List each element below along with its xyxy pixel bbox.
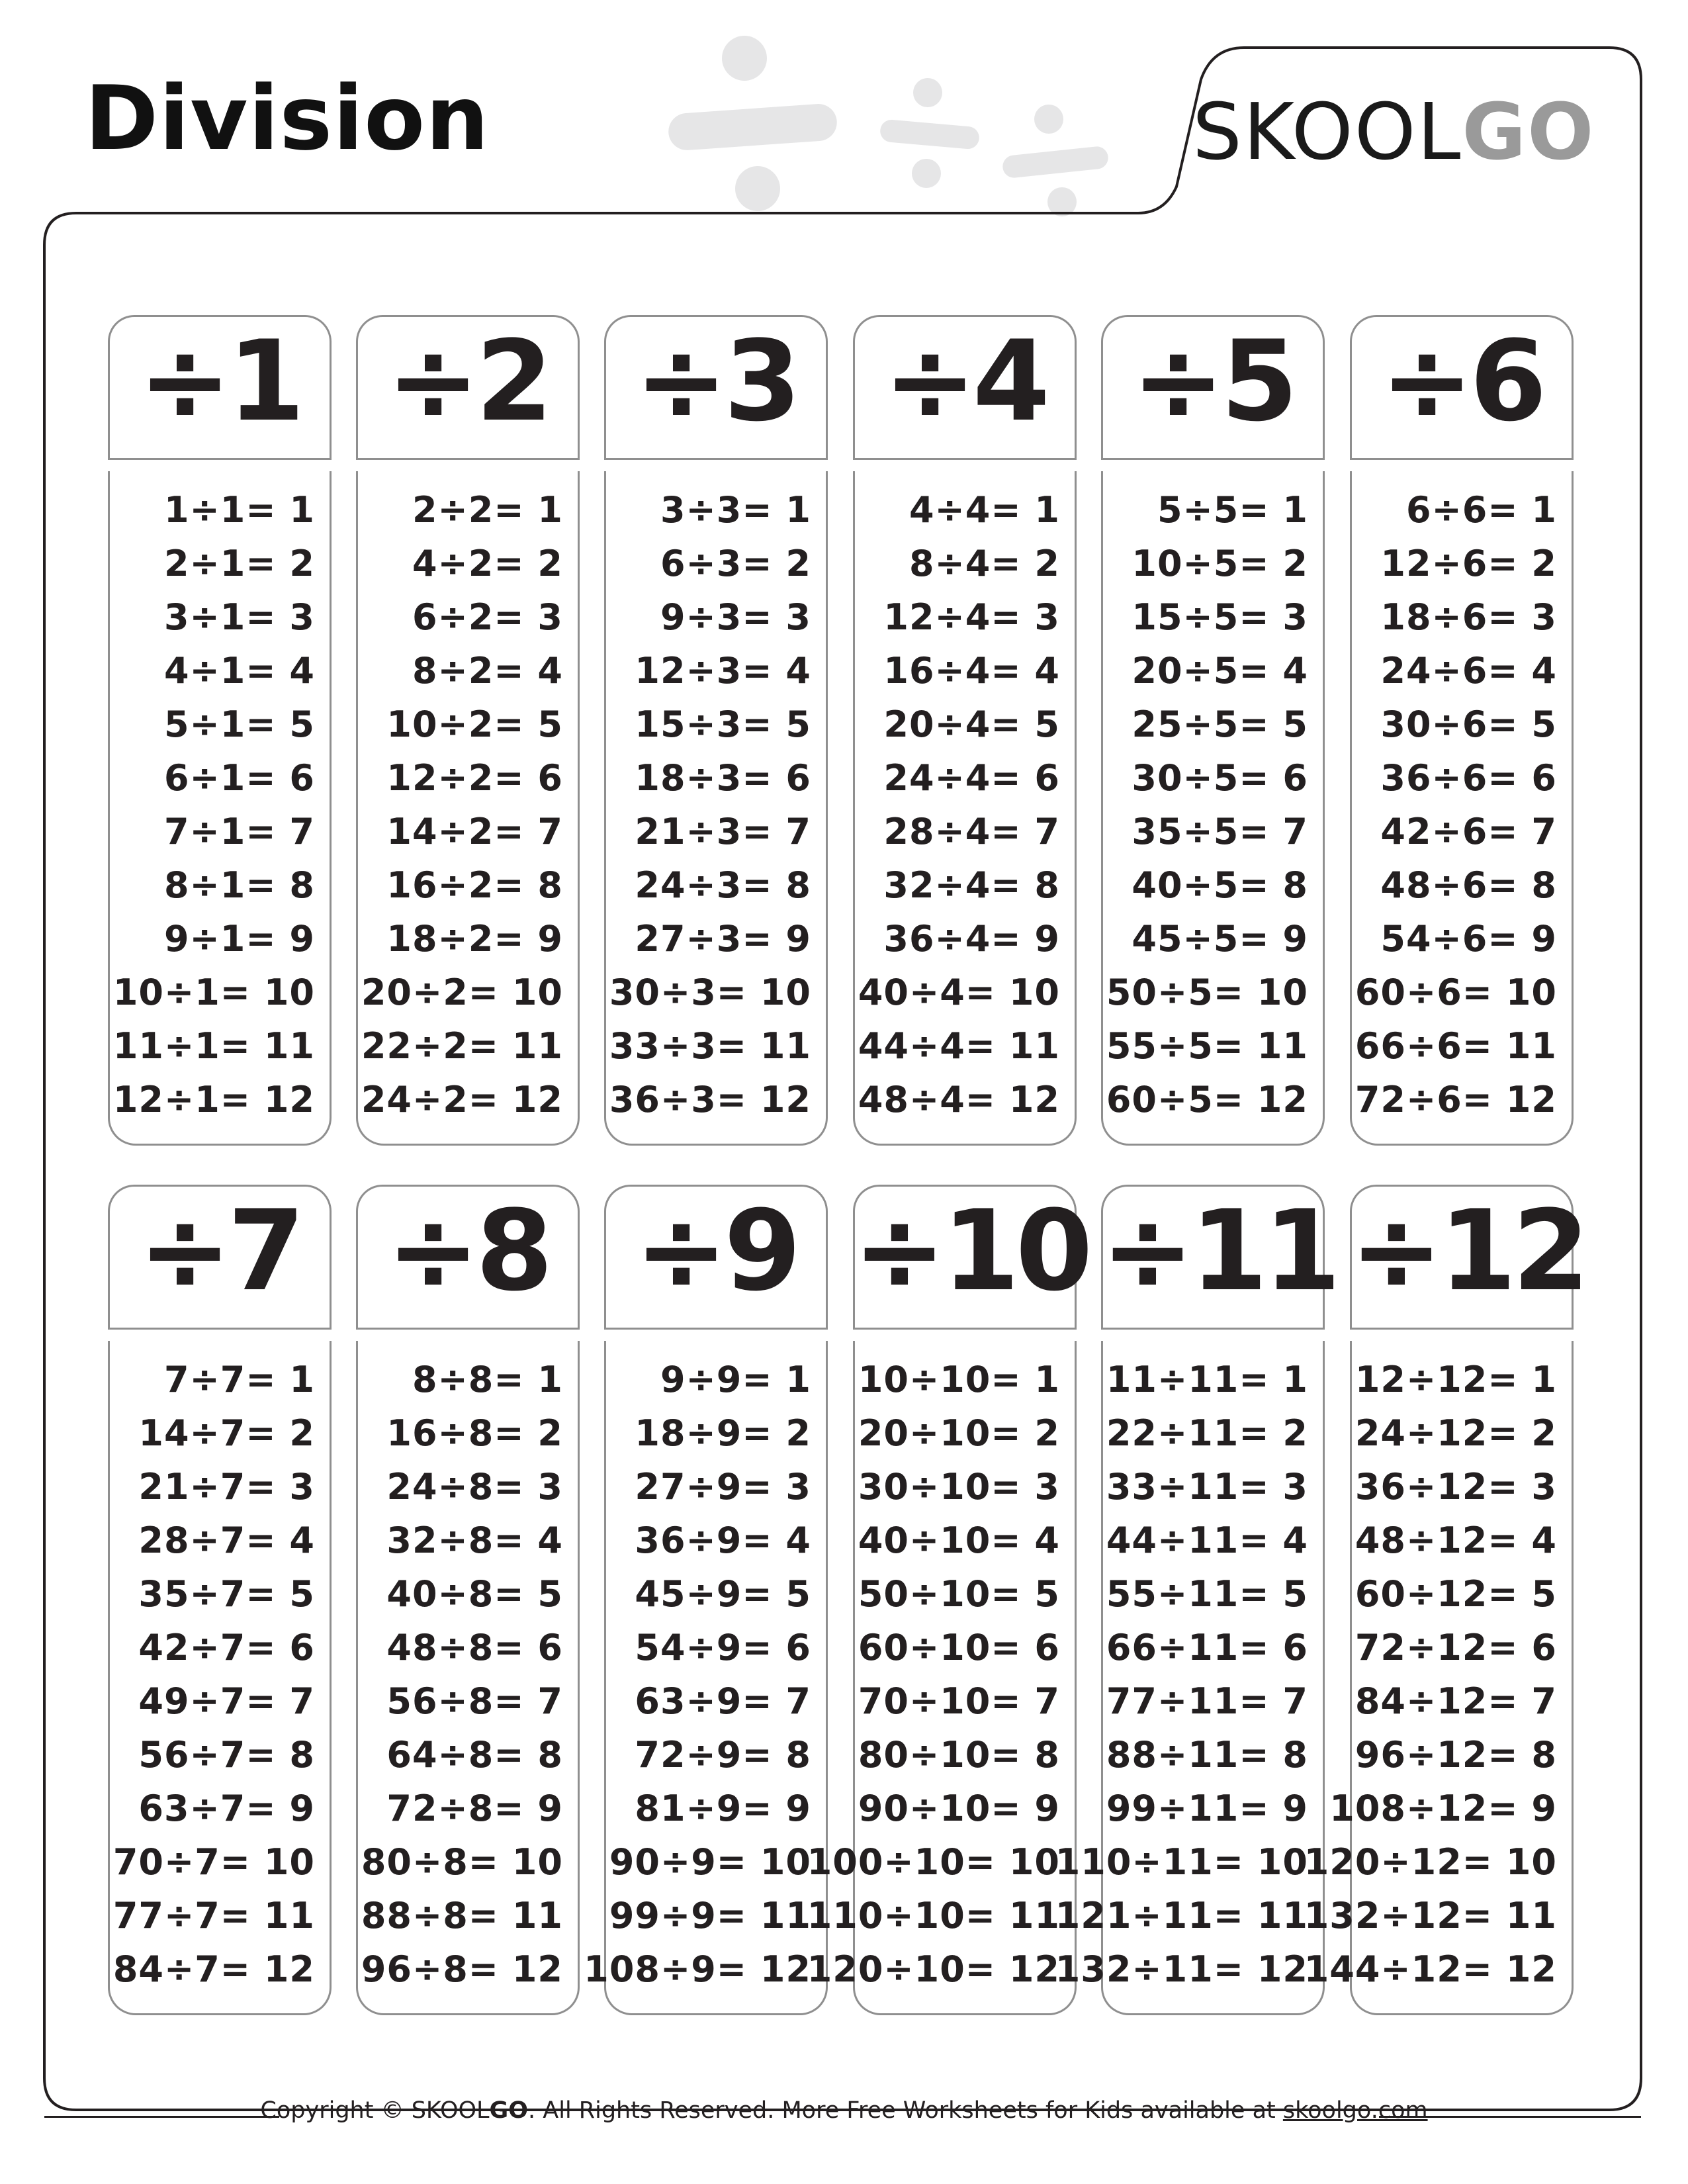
division-fact: 5÷1= 5 (163, 704, 315, 745)
footer-brand-go: GO (489, 2097, 529, 2124)
fact-list (807, 1353, 1060, 1996)
division-fact: 4÷1= 4 (163, 650, 315, 692)
card-header-divider (1350, 458, 1574, 460)
division-fact: 27÷3= 9 (635, 918, 811, 960)
card-divisor-label: ÷8 (386, 1186, 549, 1316)
division-fact: 10÷5= 2 (1132, 543, 1308, 584)
fact-list (584, 1353, 811, 1996)
division-fact: 24÷8= 3 (386, 1466, 563, 1508)
division-fact: 96÷8= 12 (361, 1948, 563, 1990)
division-fact: 9÷3= 3 (660, 596, 811, 638)
division-fact: 42÷6= 7 (1380, 811, 1557, 852)
card-divisor-label: ÷2 (386, 316, 549, 446)
division-fact: 24÷12= 2 (1355, 1412, 1557, 1454)
card-divisor-label: ÷9 (635, 1186, 797, 1316)
division-fact: 44÷4= 11 (858, 1025, 1060, 1067)
division-fact: 108÷12= 9 (1329, 1788, 1557, 1829)
division-fact: 70÷10= 7 (858, 1680, 1060, 1722)
division-fact: 33÷11= 3 (1106, 1466, 1308, 1508)
division-fact: 81÷9= 9 (635, 1788, 811, 1829)
division-fact: 108÷9= 12 (584, 1948, 811, 1990)
card-body (1055, 1341, 1325, 2015)
division-fact: 10÷1= 10 (112, 972, 315, 1013)
division-fact: 3÷3= 1 (660, 489, 811, 531)
division-fact: 100÷10= 10 (807, 1841, 1060, 1883)
division-fact: 80÷8= 10 (361, 1841, 563, 1883)
division-fact: 77÷7= 11 (112, 1895, 315, 1936)
footer-copyright (0, 2099, 1688, 2122)
card-body (604, 471, 828, 1146)
card-divisor-label: ÷12 (1350, 1186, 1586, 1316)
division-fact: 12÷2= 6 (386, 757, 563, 799)
division-fact: 40÷8= 5 (386, 1573, 563, 1615)
card-body (108, 1341, 332, 2015)
card-header-divider (1101, 458, 1325, 460)
division-fact: 72÷9= 8 (635, 1734, 811, 1776)
division-fact: 6÷3= 2 (660, 543, 811, 584)
division-fact: 35÷7= 5 (138, 1573, 315, 1615)
division-fact: 64÷8= 8 (386, 1734, 563, 1776)
card-body (807, 1341, 1077, 2015)
card-divisor-label: ÷1 (138, 316, 301, 446)
card-divisor-label: ÷6 (1380, 316, 1543, 446)
division-fact: 30÷3= 10 (609, 972, 811, 1013)
card-body (1304, 1341, 1574, 2015)
fact-list (113, 1353, 315, 1996)
division-fact: 88÷11= 8 (1106, 1734, 1308, 1776)
division-fact: 55÷11= 5 (1106, 1573, 1308, 1615)
division-fact: 33÷3= 11 (609, 1025, 811, 1067)
card-header-divider (356, 1328, 580, 1330)
division-fact: 121÷11= 11 (1055, 1895, 1308, 1936)
division-fact: 42÷7= 6 (138, 1627, 315, 1668)
division-fact: 6÷1= 6 (163, 757, 315, 799)
division-fact: 16÷4= 4 (883, 650, 1060, 692)
division-fact: 18÷9= 2 (635, 1412, 811, 1454)
card-header-divider (604, 1328, 828, 1330)
division-fact: 60÷12= 5 (1355, 1573, 1557, 1615)
fact-list (858, 483, 1060, 1126)
division-fact: 72÷8= 9 (386, 1788, 563, 1829)
division-fact: 49÷7= 7 (138, 1680, 315, 1722)
fact-list (361, 483, 563, 1126)
division-fact: 84÷7= 12 (112, 1948, 315, 1990)
division-fact: 72÷12= 6 (1355, 1627, 1557, 1668)
division-fact: 40÷5= 8 (1132, 864, 1308, 906)
division-fact: 32÷4= 8 (883, 864, 1060, 906)
division-fact: 30÷10= 3 (858, 1466, 1060, 1508)
division-fact: 30÷6= 5 (1380, 704, 1557, 745)
division-fact: 12÷1= 12 (112, 1079, 315, 1120)
division-fact: 12÷4= 3 (883, 596, 1060, 638)
division-fact: 6÷6= 1 (1405, 489, 1557, 531)
division-fact: 8÷2= 4 (412, 650, 563, 692)
logo-go-text: GO (1462, 86, 1595, 177)
division-fact: 28÷7= 4 (138, 1520, 315, 1561)
division-fact: 8÷1= 8 (163, 864, 315, 906)
fact-list (1304, 1353, 1557, 1996)
division-fact: 36÷4= 9 (883, 918, 1060, 960)
division-fact: 20÷4= 5 (883, 704, 1060, 745)
logo-skool-text: SKOOL (1192, 86, 1462, 177)
division-fact: 11÷1= 11 (112, 1025, 315, 1067)
division-fact: 35÷5= 7 (1132, 811, 1308, 852)
division-fact: 54÷6= 9 (1380, 918, 1557, 960)
division-fact: 48÷4= 12 (858, 1079, 1060, 1120)
division-fact: 60÷6= 10 (1355, 972, 1557, 1013)
division-fact: 32÷8= 4 (386, 1520, 563, 1561)
division-fact: 3÷1= 3 (163, 596, 315, 638)
card-header-divider (853, 458, 1077, 460)
division-fact: 56÷7= 8 (138, 1734, 315, 1776)
division-fact: 55÷5= 11 (1106, 1025, 1308, 1067)
card-divisor-label: ÷10 (853, 1186, 1089, 1316)
division-fact: 25÷5= 5 (1132, 704, 1308, 745)
division-fact: 11÷11= 1 (1106, 1359, 1308, 1400)
division-fact: 2÷1= 2 (163, 543, 315, 584)
division-fact: 77÷11= 7 (1106, 1680, 1308, 1722)
division-fact: 24÷2= 12 (361, 1079, 563, 1120)
fact-list (361, 1353, 563, 1996)
division-fact: 50÷10= 5 (858, 1573, 1060, 1615)
division-fact: 14÷2= 7 (386, 811, 563, 852)
division-fact: 7÷7= 1 (163, 1359, 315, 1400)
division-fact: 90÷10= 9 (858, 1788, 1060, 1829)
division-fact: 40÷10= 4 (858, 1520, 1060, 1561)
division-fact: 8÷4= 2 (909, 543, 1060, 584)
division-fact: 10÷2= 5 (386, 704, 563, 745)
skoolgo-logo (1192, 86, 1595, 177)
division-fact: 132÷11= 12 (1055, 1948, 1308, 1990)
card-header-divider (356, 458, 580, 460)
card-body (356, 1341, 580, 2015)
card-divisor-label: ÷4 (883, 316, 1046, 446)
division-fact: 4÷2= 2 (412, 543, 563, 584)
fact-list (609, 483, 811, 1126)
card-header-divider (1101, 1328, 1325, 1330)
division-fact: 63÷7= 9 (138, 1788, 315, 1829)
card-divisor-label: ÷3 (635, 316, 797, 446)
division-fact: 20÷5= 4 (1132, 650, 1308, 692)
division-fact: 66÷11= 6 (1106, 1627, 1308, 1668)
division-fact: 70÷7= 10 (112, 1841, 315, 1883)
division-fact: 84÷12= 7 (1355, 1680, 1557, 1722)
card-header-divider (108, 1328, 332, 1330)
division-fact: 12÷6= 2 (1380, 543, 1557, 584)
division-fact: 45÷9= 5 (635, 1573, 811, 1615)
division-fact: 36÷3= 12 (609, 1079, 811, 1120)
division-fact: 120÷12= 10 (1304, 1841, 1557, 1883)
division-fact: 40÷4= 10 (858, 972, 1060, 1013)
division-fact: 5÷5= 1 (1157, 489, 1308, 531)
division-fact: 18÷2= 9 (386, 918, 563, 960)
division-fact: 48÷8= 6 (386, 1627, 563, 1668)
card-header-divider (1350, 1328, 1574, 1330)
division-fact: 63÷9= 7 (635, 1680, 811, 1722)
division-fact: 48÷6= 8 (1380, 864, 1557, 906)
division-fact: 18÷6= 3 (1380, 596, 1557, 638)
division-fact: 66÷6= 11 (1355, 1025, 1557, 1067)
division-fact: 24÷4= 6 (883, 757, 1060, 799)
division-fact: 16÷8= 2 (386, 1412, 563, 1454)
division-fact: 144÷12= 12 (1304, 1948, 1557, 1990)
division-fact: 110÷11= 10 (1055, 1841, 1308, 1883)
division-fact: 60÷10= 6 (858, 1627, 1060, 1668)
fact-list (113, 483, 315, 1126)
division-fact: 132÷12= 11 (1304, 1895, 1557, 1936)
card-body (356, 471, 580, 1146)
division-fact: 2÷2= 1 (412, 489, 563, 531)
division-fact: 15÷3= 5 (635, 704, 811, 745)
division-fact: 110÷10= 11 (807, 1895, 1060, 1936)
division-fact: 20÷2= 10 (361, 972, 563, 1013)
fact-list (1055, 1353, 1308, 1996)
fact-list (1355, 483, 1557, 1126)
footer-link[interactable]: skoolgo.com (1282, 2097, 1428, 2124)
division-fact: 90÷9= 10 (609, 1841, 811, 1883)
division-fact: 24÷6= 4 (1380, 650, 1557, 692)
footer-middle: . All Rights Reserved. More Free Worksheets for Kids available at (528, 2097, 1283, 2124)
division-fact: 21÷3= 7 (635, 811, 811, 852)
division-fact: 8÷8= 1 (412, 1359, 563, 1400)
division-fact: 96÷12= 8 (1355, 1734, 1557, 1776)
division-fact: 14÷7= 2 (138, 1412, 315, 1454)
card-divisor-label: ÷5 (1132, 316, 1294, 446)
division-fact: 45÷5= 9 (1132, 918, 1308, 960)
division-fact: 36÷6= 6 (1380, 757, 1557, 799)
card-body (853, 471, 1077, 1146)
division-fact: 20÷10= 2 (858, 1412, 1060, 1454)
card-divisor-label: ÷7 (138, 1186, 301, 1316)
division-fact: 48÷12= 4 (1355, 1520, 1557, 1561)
division-fact: 44÷11= 4 (1106, 1520, 1308, 1561)
division-fact: 22÷2= 11 (361, 1025, 563, 1067)
division-fact: 60÷5= 12 (1106, 1079, 1308, 1120)
division-fact: 1÷1= 1 (163, 489, 315, 531)
card-body (1350, 471, 1574, 1146)
division-fact: 72÷6= 12 (1355, 1079, 1557, 1120)
card-header-divider (604, 458, 828, 460)
division-fact: 16÷2= 8 (386, 864, 563, 906)
division-fact: 36÷9= 4 (635, 1520, 811, 1561)
card-divisor-label: ÷11 (1101, 1186, 1337, 1316)
footer-prefix: Copyright © SKOOL (260, 2097, 490, 2124)
division-fact: 88÷8= 11 (361, 1895, 563, 1936)
fact-list (1106, 483, 1308, 1126)
division-fact: 120÷10= 12 (807, 1948, 1060, 1990)
division-fact: 7÷1= 7 (163, 811, 315, 852)
division-fact: 18÷3= 6 (635, 757, 811, 799)
division-fact: 21÷7= 3 (138, 1466, 315, 1508)
card-body (108, 471, 332, 1146)
division-fact: 24÷3= 8 (635, 864, 811, 906)
division-fact: 30÷5= 6 (1132, 757, 1308, 799)
division-fact: 4÷4= 1 (909, 489, 1060, 531)
division-fact: 12÷3= 4 (635, 650, 811, 692)
division-fact: 27÷9= 3 (635, 1466, 811, 1508)
division-fact: 56÷8= 7 (386, 1680, 563, 1722)
card-header-divider (853, 1328, 1077, 1330)
page-title: Division (85, 67, 490, 170)
division-fact: 99÷11= 9 (1106, 1788, 1308, 1829)
division-fact: 12÷12= 1 (1355, 1359, 1557, 1400)
division-fact: 9÷9= 1 (660, 1359, 811, 1400)
division-fact: 99÷9= 11 (609, 1895, 811, 1936)
card-header-divider (108, 458, 332, 460)
division-fact: 15÷5= 3 (1132, 596, 1308, 638)
card-body (1101, 471, 1325, 1146)
division-fact: 28÷4= 7 (883, 811, 1060, 852)
card-body (584, 1341, 828, 2015)
division-fact: 50÷5= 10 (1106, 972, 1308, 1013)
division-fact: 36÷12= 3 (1355, 1466, 1557, 1508)
division-fact: 22÷11= 2 (1106, 1412, 1308, 1454)
division-fact: 9÷1= 9 (163, 918, 315, 960)
division-fact: 10÷10= 1 (858, 1359, 1060, 1400)
division-fact: 80÷10= 8 (858, 1734, 1060, 1776)
division-fact: 54÷9= 6 (635, 1627, 811, 1668)
division-fact: 6÷2= 3 (412, 596, 563, 638)
